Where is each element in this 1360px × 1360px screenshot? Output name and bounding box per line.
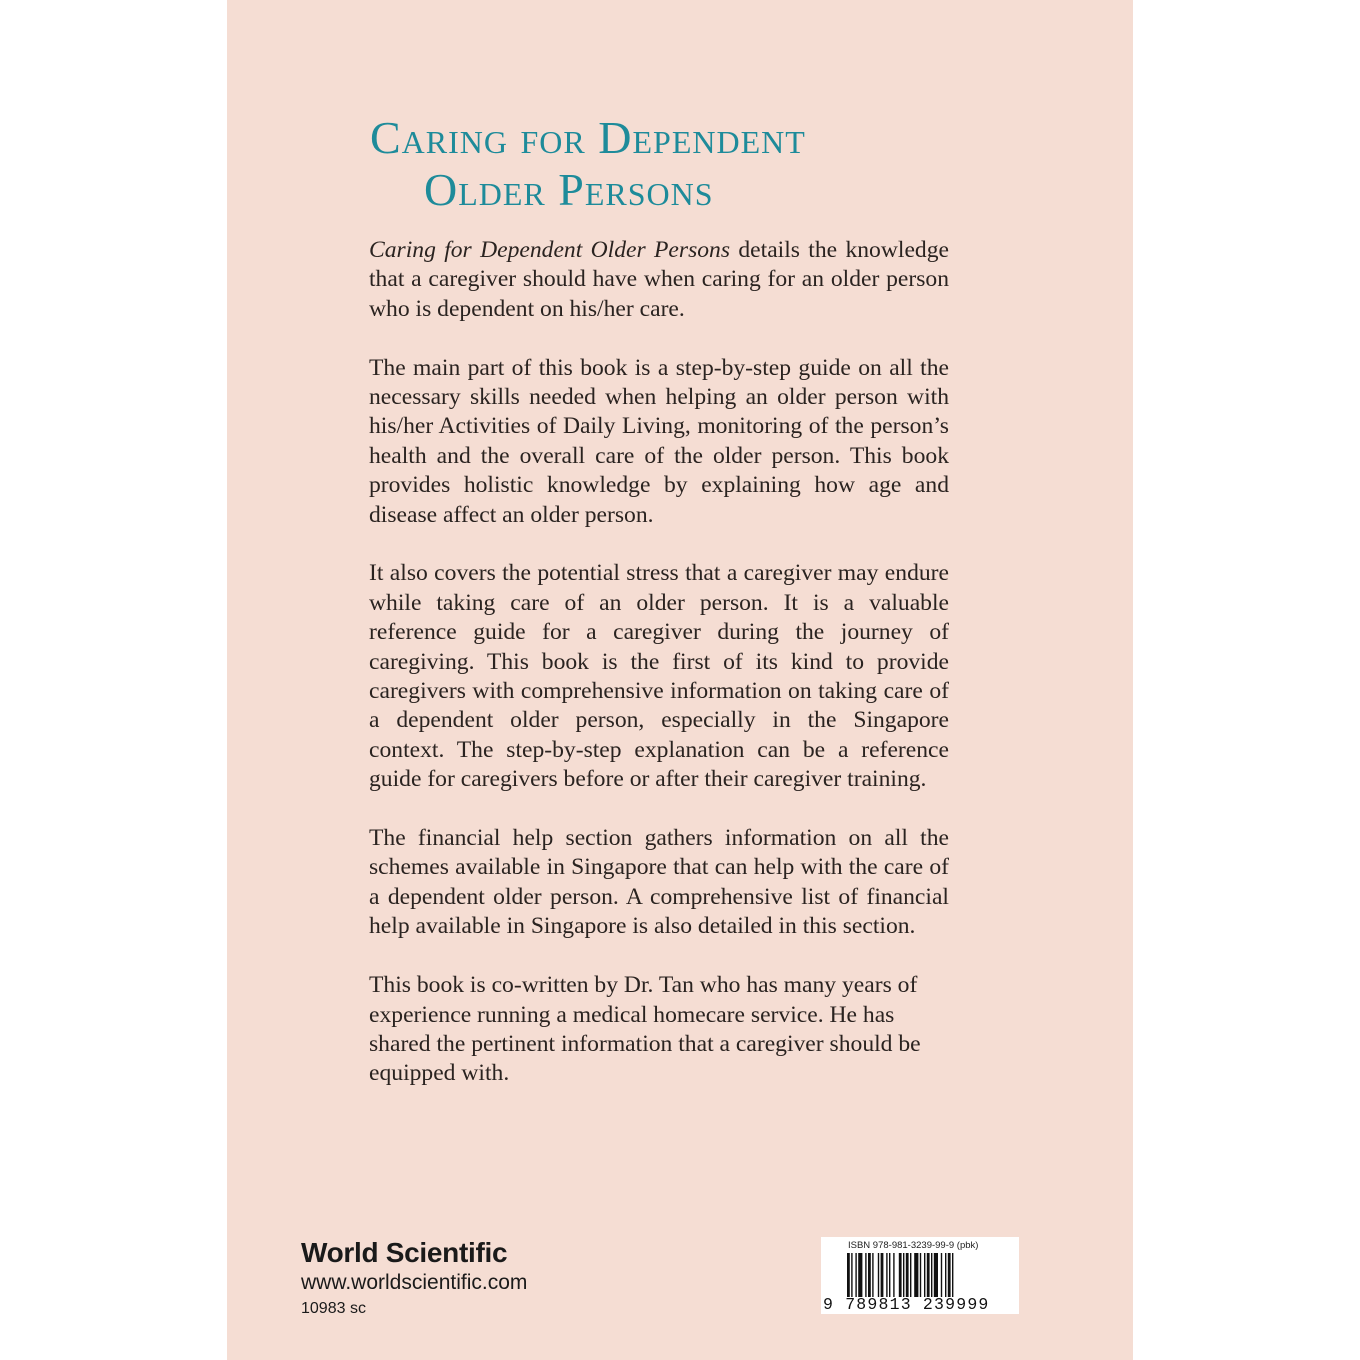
barcode-bar [920, 1253, 921, 1297]
barcode-bar [903, 1253, 904, 1297]
book-title-line-1: Caring for Dependent [370, 112, 806, 163]
catalog-code: 10983 sc [301, 1300, 366, 1317]
barcode-bar [847, 1253, 850, 1297]
book-title-line-2: Older Persons [424, 164, 714, 215]
barcode-bar [948, 1253, 951, 1297]
barcode-bar [914, 1253, 918, 1297]
barcode-bar [868, 1253, 871, 1297]
publisher-block [301, 1236, 527, 1322]
description-paragraph-5: This book is co-written by Dr. Tan who has many years of experience running a medical homecare service. He has shared the pertinent information that a caregiver should be equipped with. [369, 972, 921, 1087]
description-paragraph-3: It also covers the potential stress that a caregiver may endure while taking care of an older person. It is a valuable reference guide for a caregiver during the journey of caregiving. This book is the first of its kind to provide caregivers with comprehensive information on taking care of a dependent older person, especially in the Singapore context. The step-by-step explanation can be a reference guide for caregivers before or after their caregiver training. [369, 560, 949, 793]
description-intro-text: details the knowledge that a caregiver should have when caring for an older person who is dependent on his/her care. [369, 237, 949, 322]
barcode-bar [889, 1253, 890, 1297]
barcode-bar [931, 1253, 932, 1297]
barcode-bar [855, 1253, 856, 1297]
description-paragraph-2: The main part of this book is a step-by-step guide on all the necessary skills needed when helping an older person with his/her Activities of Daily Living, monitoring of the person’s health and the overall care of the older person. This book provides holistic knowledge by explaining how age and disease affect an older person. [369, 354, 949, 528]
description-book-title: Caring for Dependent Older Persons [369, 237, 731, 263]
book-description [369, 236, 949, 1118]
barcode-bar [851, 1253, 852, 1297]
barcode-digits: 9 789813 239999 [823, 1295, 990, 1314]
barcode-bar [865, 1253, 866, 1297]
barcode-bar [858, 1253, 862, 1297]
description-paragraph-1 [369, 236, 949, 324]
publisher-name: World Scientific [301, 1237, 508, 1268]
isbn-label: ISBN 978-981-3239-99-9 (pbk) [848, 1240, 979, 1251]
barcode-bar [886, 1253, 887, 1297]
barcode-bar [952, 1253, 953, 1297]
barcode-bar [893, 1253, 894, 1297]
barcode-bar [934, 1253, 938, 1297]
barcode-bars [847, 1253, 995, 1297]
barcode-bar [906, 1253, 909, 1297]
barcode-bar [945, 1253, 946, 1297]
barcode-bar [941, 1253, 942, 1297]
publisher-url: www.worldscientific.com [301, 1271, 528, 1294]
barcode-bar [878, 1253, 879, 1297]
isbn-barcode [821, 1237, 1019, 1314]
barcode-bar [881, 1253, 884, 1297]
barcode-bar [899, 1253, 902, 1297]
barcode-bar [927, 1253, 930, 1297]
book-title [227, 112, 1133, 216]
barcode-bar [910, 1253, 911, 1297]
barcode-bar [872, 1253, 873, 1297]
description-paragraph-4: The financial help section gathers information on all the schemes available in Singapore that can help with the care of a dependent older person. A comprehensive list of financial help available in Singapore is also detailed in this section. [369, 825, 949, 940]
barcode-bar [924, 1253, 925, 1297]
book-back-cover [227, 0, 1133, 1360]
